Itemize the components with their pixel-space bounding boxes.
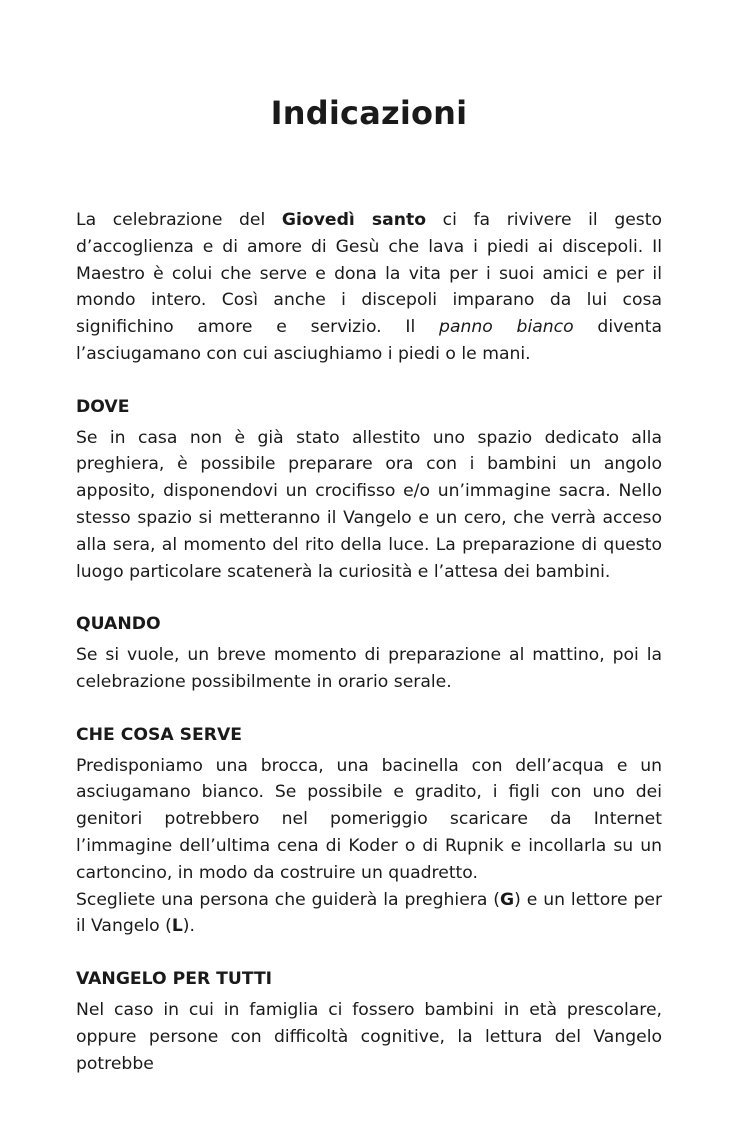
section-dove	[76, 394, 662, 586]
page	[76, 0, 662, 1077]
serve-bold-g: G	[500, 889, 515, 910]
section-text-vangelo-per-tutti: Nel caso in cui in famiglia ci fossero bambini in età prescolare, oppure persone con difficoltà cognitive, la lettura del Vangelo potrebbe	[76, 999, 662, 1074]
section-quando	[76, 611, 662, 695]
serve-text-2c: ).	[182, 916, 195, 937]
intro-text-3: diventa l’asciugamano con cui asciughiamo i piedi o le mani.	[76, 317, 663, 364]
section-heading-vangelo-per-tutti: VANGELO PER TUTTI	[76, 969, 273, 990]
intro-paragraph	[76, 207, 662, 368]
section-heading-dove: DOVE	[76, 396, 130, 417]
serve-bold-l: L	[171, 916, 183, 937]
section-heading-quando: QUANDO	[76, 614, 161, 635]
section-text-che-cosa-serve-1: Predisponiamo una brocca, una bacinella con dell’acqua e un asciugamano bianco. Se possibile e gradito, i figli con uno dei genitori potrebbero nel pomeriggio scaricare da Internet l’immagine dell’ultima cena di Koder o di Rupnik e incollarla su un cartoncino, in modo da costruire un quadretto.	[76, 755, 662, 883]
intro-bold-giovedi-santo: Giovedì santo	[281, 210, 427, 230]
page-title: Indicazioni	[270, 94, 468, 132]
section-text-quando: Se si vuole, un breve momento di preparazione al mattino, poi la celebrazione possibilmente in orario serale.	[76, 645, 662, 692]
intro-text-2: ci fa rivivere il gesto d’accoglienza e di amore di Gesù che lava i piedi ai discepoli. Il Maestro è colui che serve e dona la vita per i suoi amici e per il mondo intero. Così anche i discepoli imparano da lui cosa significhino amore e servizio. Il	[76, 210, 663, 338]
intro-text-1: La celebrazione del	[76, 210, 282, 230]
serve-text-2b: ) e un lettore per il Vangelo (	[76, 889, 663, 937]
section-heading-che-cosa-serve: CHE COSA SERVE	[76, 724, 243, 745]
section-text-che-cosa-serve-2	[76, 887, 662, 941]
section-vangelo-per-tutti	[76, 966, 662, 1077]
section-text-dove: Se in casa non è già stato allestito uno spazio dedicato alla preghiera, è possibile preparare ora con i bambini un angolo apposito, disponendovi un crocifisso e/o un’immagine sacra. Nello stesso spazio si metteranno il Vangelo e un cero, che verrà acceso alla sera, al momento del rito della luce. La preparazione di questo luogo particolare scatenerà la curiosità e l’attesa dei bambini.	[76, 427, 662, 582]
intro-italic-panno-bianco: panno bianco	[439, 317, 574, 338]
serve-text-2a: Scegliete una persona che guiderà la preghiera (	[76, 889, 500, 910]
section-che-cosa-serve	[76, 722, 662, 940]
